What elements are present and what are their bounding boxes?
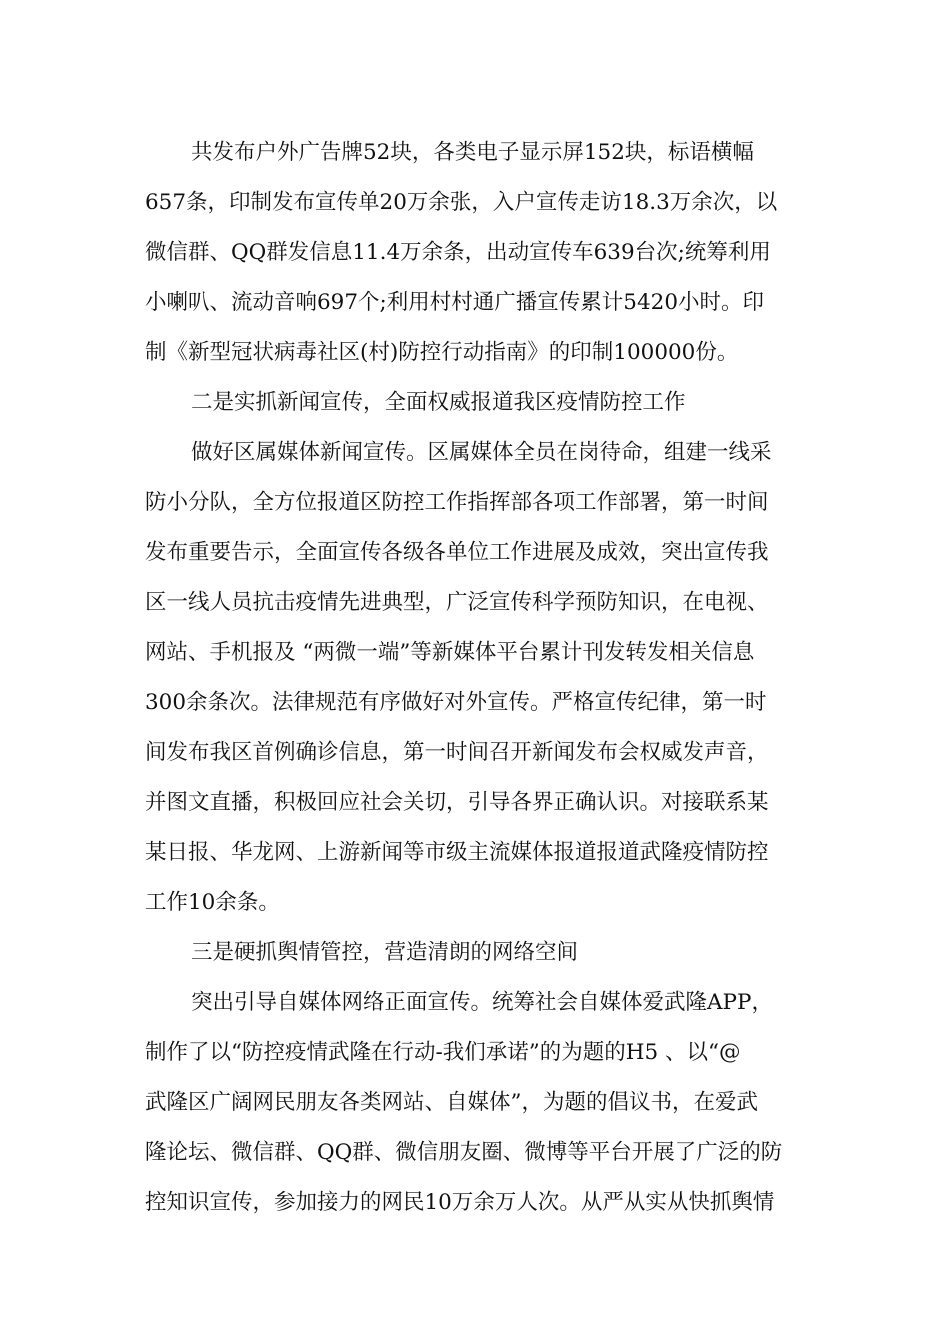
paragraph-line: 间发布我区首例确诊信息，第一时间召开新闻发布会权威发声音， [145,740,769,765]
paragraph-line: 做好区属媒体新闻宣传。区属媒体全员在岗待命，组建一线采 [191,440,772,465]
paragraph-line: 并图文直播，积极回应社会关切，引导各界正确认识。对接联系某 [145,790,769,815]
paragraph-line: 300余条次。法律规范有序做好对外宣传。严格宣传纪律，第一时 [145,690,767,715]
paragraph-line: 微信群、QQ群发信息11.4万余条，出动宣传车639台次;统筹利用 [145,240,771,265]
section-heading-2: 二是实抓新闻宣传，全面权威报道我区疫情防控工作 [191,390,686,415]
paragraph-line: 防小分队，全方位报道区防控工作指挥部各项工作部署，第一时间 [145,490,769,515]
paragraph-line: 工作10余条。 [145,890,280,915]
paragraph-line: 制《新型冠状病毒社区(村)防控行动指南》的印制100000份。 [145,340,739,365]
paragraph-line: 武隆区广阔网民朋友各类网站、自媒体”，为题的倡议书，在爱武 [145,1090,758,1115]
paragraph-line: 突出引导自媒体网络正面宣传。统筹社会自媒体爱武隆APP， [191,990,773,1015]
paragraph-line: 某日报、华龙网、上游新闻等市级主流媒体报道报道武隆疫情防控 [145,840,769,865]
paragraph-line: 控知识宣传，参加接力的网民10万余万人次。从严从实从快抓舆情 [145,1190,775,1215]
paragraph-line: 共发布户外广告牌52块，各类电子显示屏152块，标语横幅 [191,140,754,165]
document-body [145,128,810,1228]
paragraph-line: 小喇叭、流动音响697个;利用村村通广播宣传累计5420小时。印 [145,290,764,315]
paragraph-line: 制作了以“防控疫情武隆在行动-我们承诺”的为题的H5 、以“@ [145,1040,741,1065]
section-heading-3: 三是硬抓舆情管控，营造清朗的网络空间 [191,940,579,965]
paragraph-line: 发布重要告示，全面宣传各级各单位工作进展及成效，突出宣传我 [145,540,769,565]
paragraph-line: 网站、手机报及 “两微一端”等新媒体平台累计刊发转发相关信息 [145,640,755,665]
paragraph-line: 隆论坛、微信群、QQ群、微信朋友圈、微博等平台开展了广泛的防 [145,1140,783,1165]
paragraph-line: 657条，印制发布宣传单20万余张，入户宣传走访18.3万余次，以 [145,190,778,215]
paragraph-line: 区一线人员抗击疫情先进典型，广泛宣传科学预防知识，在电视、 [145,590,769,615]
